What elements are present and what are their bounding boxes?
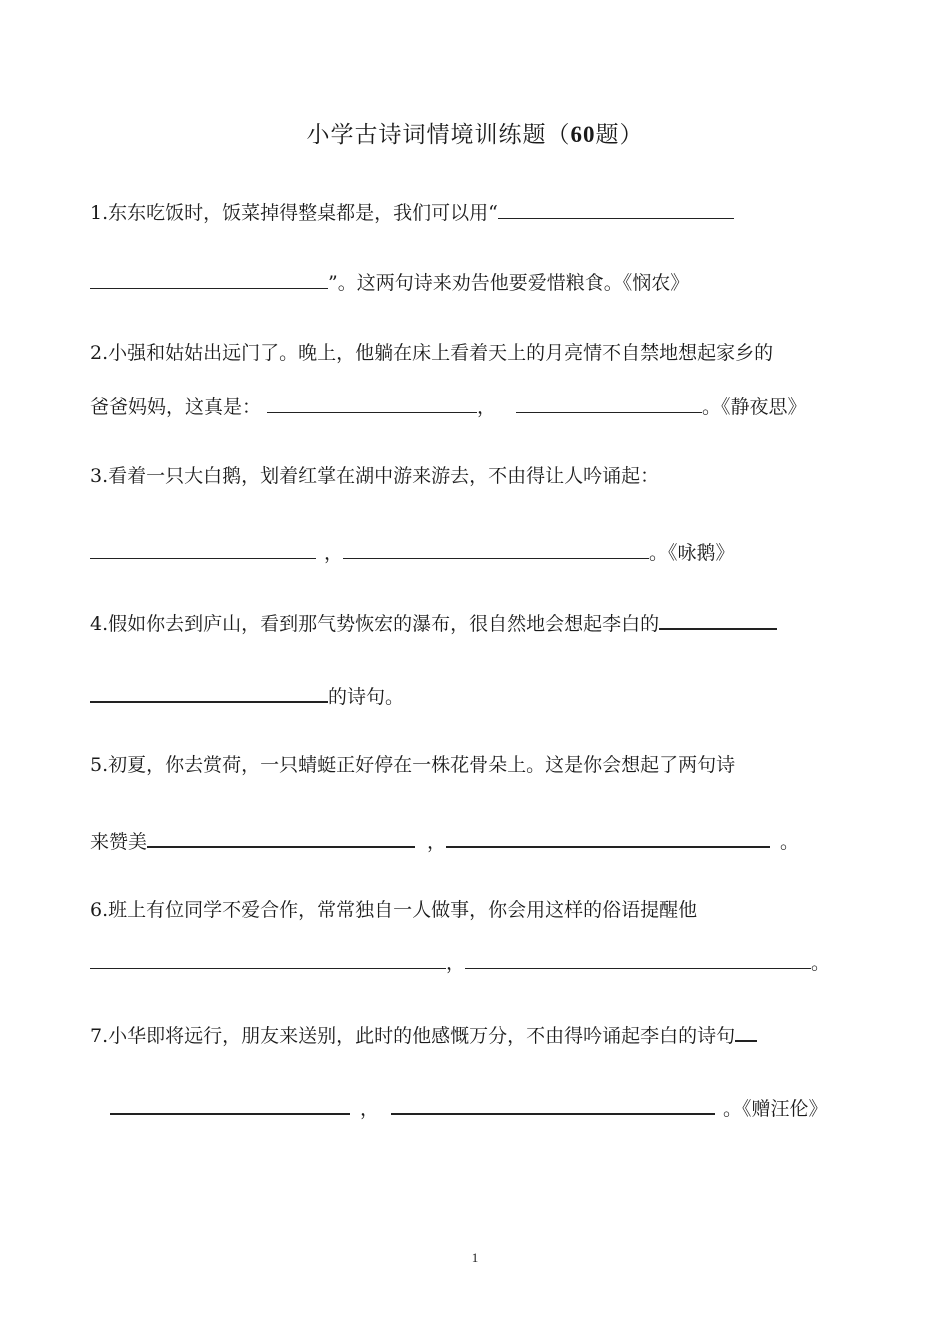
title-number: 60 bbox=[570, 122, 596, 147]
answer-blank[interactable] bbox=[465, 946, 811, 969]
answer-blank[interactable] bbox=[391, 1091, 715, 1115]
answer-blank[interactable] bbox=[343, 536, 649, 559]
page-number: 1 bbox=[471, 1250, 479, 1265]
question-1-line-1: 1.东东吃饭时，饭菜掉得整桌都是，我们可以用“ bbox=[90, 196, 734, 227]
question-1-line-2: ”。这两句诗来劝告他要爱惜粮食。《悯农》 bbox=[90, 266, 689, 297]
answer-blank[interactable] bbox=[267, 390, 477, 413]
question-2-line-2: 爸爸妈妈，这真是： ， 。《静夜思》 bbox=[90, 390, 807, 421]
question-6-line-1: 6.班上有位同学不爱合作，常常独自一人做事，你会用这样的俗语提醒他 bbox=[90, 899, 698, 921]
answer-blank[interactable] bbox=[110, 1091, 350, 1115]
question-7-line-2: ， 。《赠汪伦》 bbox=[110, 1091, 828, 1123]
answer-blank[interactable] bbox=[90, 946, 446, 969]
answer-blank[interactable] bbox=[90, 679, 328, 703]
question-5-line-1: 5.初夏，你去赏荷，一只蜻蜓正好停在一株花骨朵上。这是你会想起了两句诗 bbox=[90, 754, 736, 776]
question-6-line-2: ， 。 bbox=[90, 946, 830, 977]
question-4-line-2: 的诗句。 bbox=[90, 679, 404, 711]
answer-blank[interactable] bbox=[498, 196, 734, 219]
question-4-line-1: 4.假如你去到庐山，看到那气势恢宏的瀑布，很自然地会想起李白的 bbox=[90, 606, 777, 638]
question-7-line-1: 7.小华即将远行，朋友来送别，此时的他感慨万分，不由得吟诵起李白的诗句 bbox=[90, 1018, 757, 1050]
answer-blank[interactable] bbox=[516, 390, 702, 413]
answer-blank[interactable] bbox=[90, 266, 328, 289]
answer-blank[interactable] bbox=[446, 824, 770, 848]
question-3-line-2: ， 。《咏鹅》 bbox=[90, 536, 735, 567]
question-3-line-1: 3.看着一只大白鹅，划着红掌在湖中游来游去，不由得让人吟诵起： bbox=[90, 465, 660, 487]
page-title: 小学古诗词情境训练题（60题） bbox=[306, 122, 644, 148]
answer-blank[interactable] bbox=[90, 536, 316, 559]
question-2-line-1: 2.小强和姑姑出远门了。晚上，他躺在床上看着天上的月亮情不自禁地想起家乡的 bbox=[90, 342, 774, 364]
answer-blank[interactable] bbox=[147, 824, 415, 848]
answer-blank[interactable] bbox=[659, 606, 777, 630]
question-5-line-2: 来赞美 ， 。 bbox=[90, 824, 799, 856]
answer-blank[interactable] bbox=[735, 1018, 757, 1042]
